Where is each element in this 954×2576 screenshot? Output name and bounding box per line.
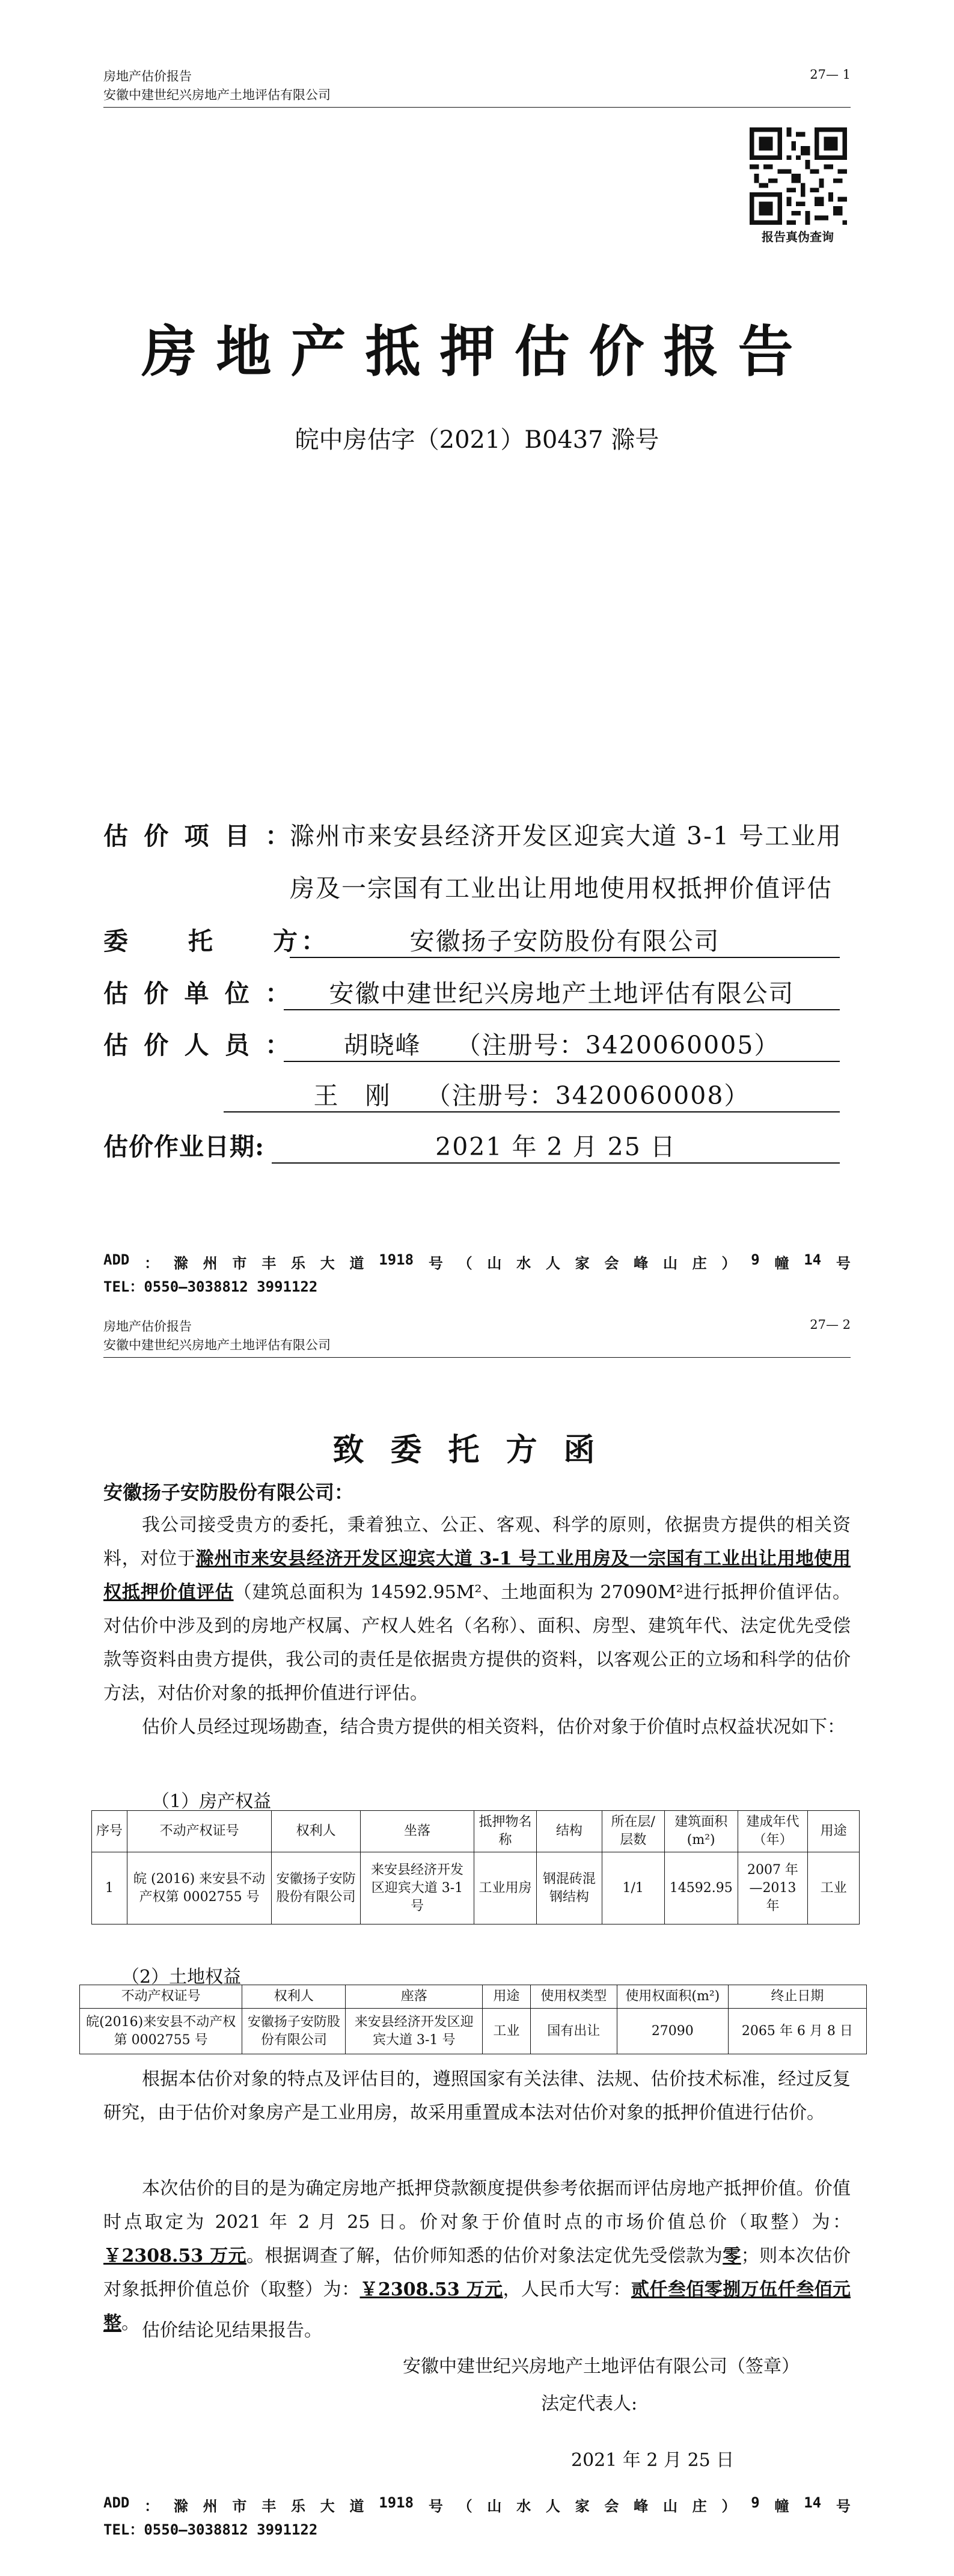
footer-address-part: 号 <box>428 2498 443 2515</box>
page2-footer <box>103 2494 851 2539</box>
header-page-number: 27— 1 <box>810 67 851 82</box>
house-col-floor: 所在层/层数 <box>602 1811 664 1852</box>
footer-address-part: 水 <box>516 1255 531 1272</box>
footer-address-part: 14 <box>804 1251 822 1268</box>
signature-company: 安徽中建世纪兴房地产土地评估有限公司（签章） <box>403 2356 800 2377</box>
footer-address-part: 号 <box>836 1255 851 1272</box>
letter-paragraph-5: 估价结论见结果报告。 <box>142 2320 322 2341</box>
signature-date: 2021 年 2 月 25 日 <box>571 2450 735 2471</box>
p1-subject: 滁州市来安县经济开发区迎宾大道 3-1 号工业用房及一宗国有工业出让用地使用权抵押价值评估 <box>103 1548 851 1603</box>
footer-address-part: 州 <box>203 2498 218 2515</box>
land-cell-area: 27090 <box>617 2009 728 2054</box>
land-cell-end-date: 2065 年 6 月 8 日 <box>728 2009 866 2054</box>
footer-address-part: 会 <box>604 1255 619 1272</box>
land-col-use: 用途 <box>483 1985 530 2009</box>
land-table-header-row <box>80 1985 867 2009</box>
mortgage-value: ￥2308.53 万元 <box>359 2279 503 2300</box>
field-org-label: 估 价 单 位 ： <box>103 979 294 1008</box>
letter-salutation: 安徽扬子安防股份有限公司： <box>103 1481 354 1504</box>
footer-address-part: 市 <box>232 2498 247 2515</box>
footer-tel: TEL：0550—3038812 3991122 <box>103 2521 318 2538</box>
house-col-cert: 不动产权证号 <box>127 1811 272 1852</box>
field-project-line2: 房及一宗国有工业出让用地使用权抵押价值评估 <box>290 874 833 903</box>
land-cell-use: 工业 <box>483 2009 530 2054</box>
footer-address <box>103 1251 851 1272</box>
footer-address-part: 乐 <box>290 1255 305 1272</box>
land-col-end-date: 终止日期 <box>728 1985 866 2009</box>
house-cell-floor: 1/1 <box>602 1852 664 1924</box>
house-cell-location: 来安县经济开发区迎宾大道 3-1 号 <box>361 1852 474 1924</box>
field-appraiser-2: 王 刚 （注册号：3420060008） <box>224 1076 840 1113</box>
field-org-value: 安徽中建世纪兴房地产土地评估有限公司 <box>284 974 840 1010</box>
footer-tel: TEL：0550—3038812 3991122 <box>103 1278 318 1295</box>
footer-address-part: 山 <box>487 1255 502 1272</box>
footer-address-part: 号 <box>836 2498 851 2515</box>
house-col-year: 建成年代（年） <box>738 1811 808 1852</box>
land-col-owner: 权利人 <box>242 1985 346 2009</box>
house-cell-owner: 安徽扬子安防股份有限公司 <box>272 1852 361 1924</box>
footer-address-part: 幢 <box>774 2498 789 2515</box>
house-cell-cert: 皖 (2016) 来安县不动产权第 0002755 号 <box>127 1852 272 1924</box>
p4-text-3: ；则本次估价对象抵押价值总价（取整）为： <box>103 2245 851 2300</box>
footer-address-part: 大 <box>320 2498 335 2515</box>
letter-paragraph-3: 根据本估价对象的特点及评估目的，遵照国家有关法律、法规、估价技术标准，经过反复研究，由于估价对象房产是工业用房，故采用重置成本法对估价对象的抵押价值进行估价。 <box>103 2069 851 2123</box>
footer-address-part: 9 <box>751 2494 760 2511</box>
land-col-location: 座落 <box>346 1985 483 2009</box>
footer-address-part: 道 <box>349 2498 364 2515</box>
footer-address-part: 山 <box>662 1255 677 1272</box>
header-report-type: 房地产估价报告 <box>103 69 192 84</box>
footer-address-part: 丰 <box>261 1255 277 1272</box>
report-title: 房地产抵押估价报告 <box>141 319 813 384</box>
header-page-number: 27— 2 <box>810 1317 851 1332</box>
footer-address-part: 山 <box>487 2498 502 2515</box>
land-col-cert: 不动产权证号 <box>80 1985 242 2009</box>
house-cell-year: 2007 年—2013 年 <box>738 1852 808 1924</box>
house-col-collateral: 抵押物名称 <box>474 1811 536 1852</box>
house-cell-collateral: 工业用房 <box>474 1852 536 1924</box>
mortgage-value-words: 贰仟叁佰零捌万伍仟叁佰元整 <box>103 2279 851 2334</box>
land-col-area: 使用权面积(m²) <box>617 1985 728 2009</box>
footer-address-part: 滁 <box>173 2498 188 2515</box>
verification-qr-code[interactable] <box>750 127 847 225</box>
header-report-type: 房地产估价报告 <box>103 1319 192 1334</box>
header-rule <box>103 1357 851 1358</box>
footer-address <box>103 2494 851 2515</box>
header-company: 安徽中建世纪兴房地产土地评估有限公司 <box>103 88 331 102</box>
letter-paragraph-1 <box>103 1509 851 1711</box>
land-cell-cert: 皖(2016)来安县不动产权第 0002755 号 <box>80 2009 242 2054</box>
footer-address-part: （ <box>457 2498 472 2515</box>
footer-address-part: ： <box>144 2498 159 2515</box>
footer-address-part: （ <box>457 1255 472 1272</box>
footer-address-part: 峰 <box>634 1255 649 1272</box>
field-client-label: 委 托 方： <box>103 927 329 956</box>
house-rights-heading: （1）房产权益 <box>151 1791 272 1812</box>
field-appraisers-label: 估 价 人 员 ： <box>103 1031 294 1060</box>
field-project-line1: 滁州市来安县经济开发区迎宾大道 3-1 号工业用 <box>290 822 843 850</box>
footer-address-part: ADD <box>103 2494 130 2511</box>
footer-address-part: 会 <box>604 2498 619 2515</box>
footer-address-part: ） <box>721 1255 736 1272</box>
house-rights-table <box>91 1810 860 1924</box>
footer-address-part: 家 <box>575 1255 590 1272</box>
house-cell-use: 工业 <box>808 1852 860 1924</box>
header-rule <box>103 107 851 108</box>
land-cell-location: 来安县经济开发区迎宾大道 3-1 号 <box>346 2009 483 2054</box>
footer-address-part: 14 <box>804 2494 822 2511</box>
land-cell-owner: 安徽扬子安防股份有限公司 <box>242 2009 346 2054</box>
footer-address-part: 庄 <box>692 1255 707 1272</box>
footer-address-part: 州 <box>203 1255 218 1272</box>
footer-address-part: 1918 <box>379 2494 414 2511</box>
house-cell-structure: 钢混砖混钢结构 <box>537 1852 602 1924</box>
house-cell-area: 14592.95 <box>664 1852 738 1924</box>
footer-address-part: 丰 <box>261 2498 277 2515</box>
footer-address-part: ADD <box>103 1251 130 1268</box>
document-number: 皖中房估字（2021）B0437 滁号 <box>295 426 659 454</box>
footer-address-part: 乐 <box>290 2498 305 2515</box>
field-appraiser-1: 胡晓峰 （注册号：3420060005） <box>284 1025 840 1062</box>
footer-address-part: 庄 <box>692 2498 707 2515</box>
p4-text-4: ，人民币大写： <box>503 2279 631 2300</box>
house-col-use: 用途 <box>808 1811 860 1852</box>
letter-paragraph-2: 估价人员经过现场勘查，结合贵方提供的相关资料，估价对象于价值时点权益状况如下： <box>142 1717 845 1738</box>
footer-address-part: 家 <box>575 2498 590 2515</box>
field-date-label: 估价作业日期: <box>103 1132 265 1161</box>
land-rights-table <box>79 1985 867 2054</box>
market-value: ￥2308.53 万元 <box>103 2245 247 2266</box>
house-cell-no: 1 <box>92 1852 127 1924</box>
letter-title: 致委托方函 <box>332 1432 622 1468</box>
house-table-header-row <box>92 1811 860 1852</box>
page1-footer <box>103 1251 851 1296</box>
footer-address-part: 山 <box>662 2498 677 2515</box>
footer-address-part: 1918 <box>379 1251 414 1268</box>
field-date-value: 2021 年 2 月 25 日 <box>272 1127 840 1164</box>
p1-text: 我公司接受贵方的委托，秉着独立、公正、客观、科学的原则，依据贵方提供的相关资料，对位于 <box>103 1515 851 1569</box>
footer-address-part: 9 <box>751 1251 760 1268</box>
footer-address-part: 峰 <box>634 2498 649 2515</box>
footer-address-part: 人 <box>545 2498 560 2515</box>
footer-address-part: ） <box>721 2498 736 2515</box>
table-row <box>92 1852 860 1924</box>
land-cell-type: 国有出让 <box>530 2009 617 2054</box>
footer-address-part: 道 <box>349 1255 364 1272</box>
footer-address-part: 人 <box>545 1255 560 1272</box>
signature-representative: 法定代表人: <box>541 2393 638 2414</box>
field-project-label: 估 价 项 目 ： <box>103 822 294 850</box>
field-client-value: 安徽扬子安防股份有限公司 <box>290 921 840 958</box>
entrustment-letter-page <box>0 1304 954 2576</box>
p1-text-cont: （建筑总面积为 14592.95M²、土地面积为 27090M²进行抵押价值评估。对估价中涉及到的房地产权属、产权人姓名（名称）、面积、房型、建筑年代、法定优先受偿款等资料由贵方提供，我公司的责任是依据贵方提供的资料，以客观公正的立场和科学的估价方法，对估价对象的抵押价值进行评估。 <box>103 1582 851 1704</box>
land-col-type: 使用权类型 <box>530 1985 617 2009</box>
footer-address-part: 大 <box>320 1255 335 1272</box>
p4-text-2: 。根据调查了解，估价师知悉的估价对象法定优先受偿款为 <box>246 2245 723 2266</box>
p4-text: 本次估价的目的是为确定房地产抵押贷款额度提供参考依据而评估房地产抵押价值。价值时点取定为 2021 年 2 月 25 日。价对象于价值时点的市场价值总价（取整）为： <box>103 2178 851 2233</box>
footer-address-part: ： <box>144 1255 159 1272</box>
footer-address-part: 号 <box>428 1255 443 1272</box>
header-company: 安徽中建世纪兴房地产土地评估有限公司 <box>103 1338 331 1352</box>
footer-address-part: 幢 <box>774 1255 789 1272</box>
house-col-location: 坐落 <box>361 1811 474 1852</box>
priority-claims: 零 <box>723 2245 741 2266</box>
house-col-owner: 权利人 <box>272 1811 361 1852</box>
p4-text-end: 。 <box>121 2313 139 2334</box>
qr-caption: 报告真伪查询 <box>762 230 834 244</box>
footer-address-part: 市 <box>232 1255 247 1272</box>
table-row <box>80 2009 867 2054</box>
footer-address-part: 水 <box>516 2498 531 2515</box>
land-rights-heading: （2）土地权益 <box>121 1967 242 1988</box>
house-col-no: 序号 <box>92 1811 127 1852</box>
footer-address-part: 滁 <box>173 1255 188 1272</box>
house-col-structure: 结构 <box>537 1811 602 1852</box>
house-col-area: 建筑面积(m²) <box>664 1811 738 1852</box>
